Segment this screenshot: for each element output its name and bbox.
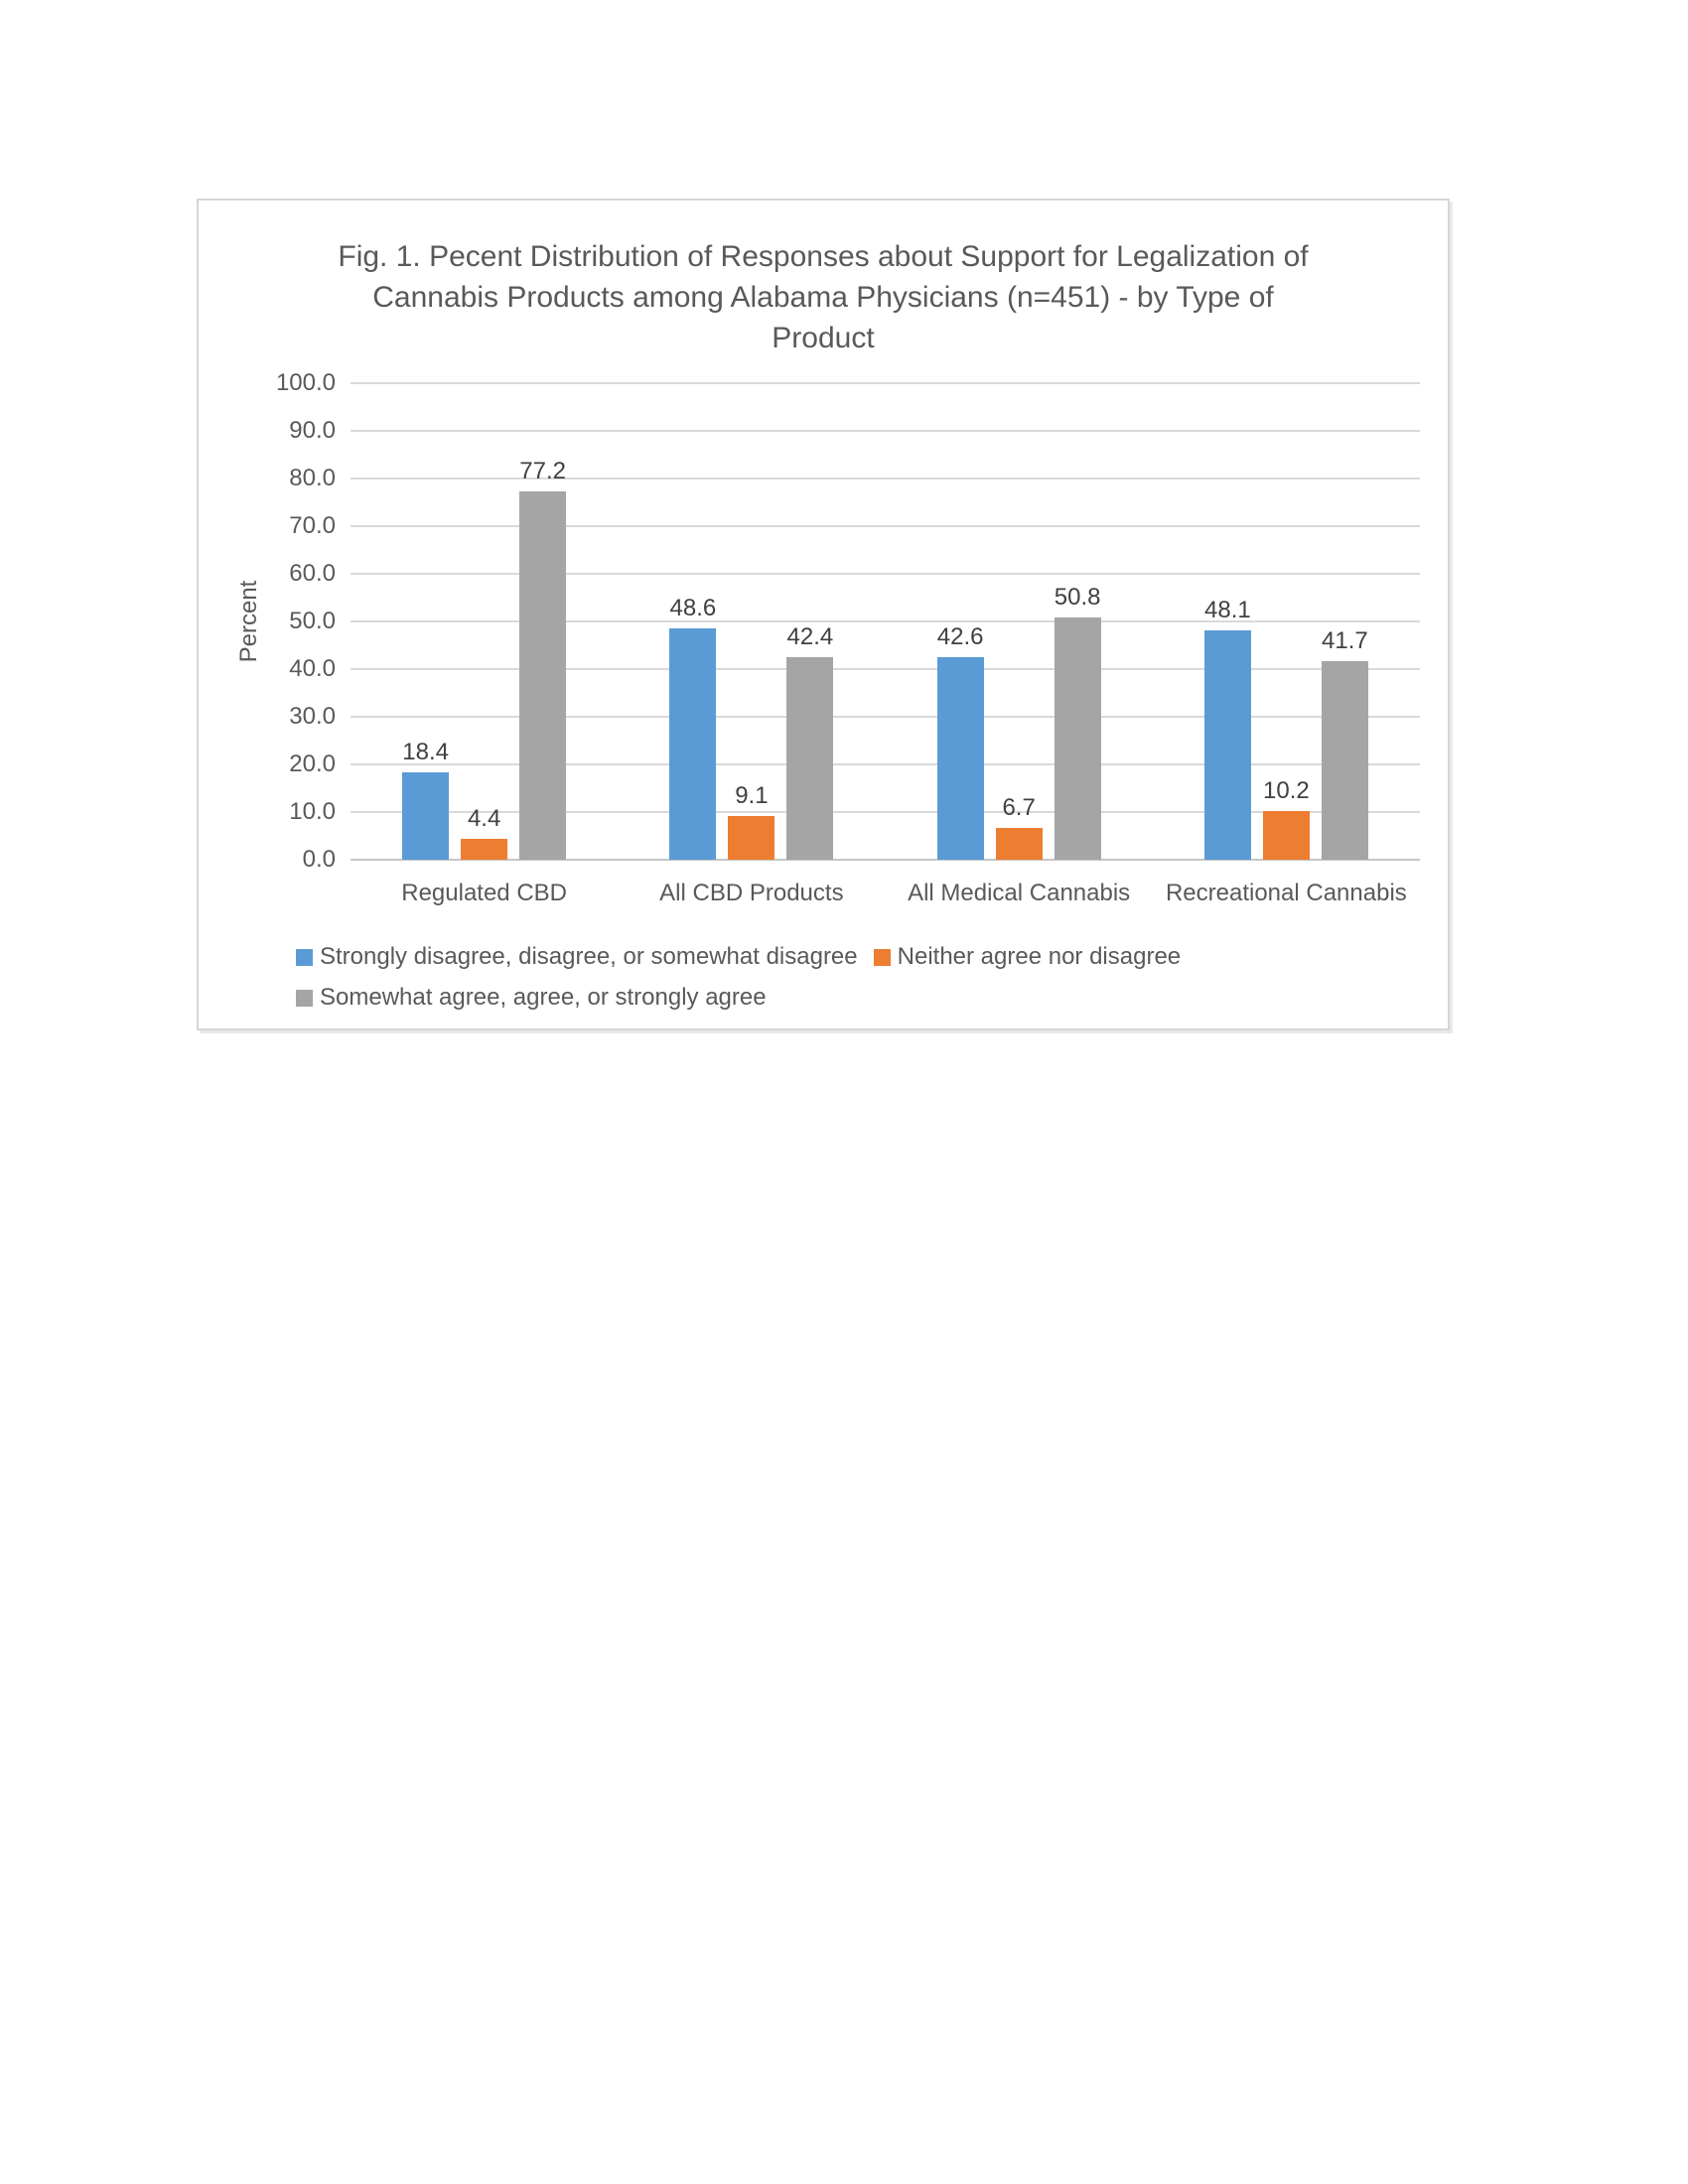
- bar: [996, 828, 1043, 860]
- bar-value-label: 10.2: [1263, 777, 1310, 805]
- gridline: [351, 573, 1420, 575]
- plot-area: [235, 369, 1420, 906]
- bar-value-label: 6.7: [1002, 793, 1036, 821]
- y-tick-label: 90.0: [289, 417, 336, 444]
- y-tick-label: 40.0: [289, 655, 336, 682]
- gridline: [351, 716, 1420, 718]
- bar: [937, 657, 984, 860]
- bar-value-label: 41.7: [1322, 626, 1368, 654]
- bar-value-label: 48.6: [669, 594, 717, 621]
- bar-value-label: 50.8: [1054, 584, 1101, 612]
- figure-title-line-2: Cannabis Products among Alabama Physicians (n=451) - by Type of: [372, 281, 1274, 315]
- bar-value-label: 42.6: [936, 622, 984, 650]
- y-axis-title: Percent: [235, 580, 262, 663]
- legend-row: [296, 943, 1196, 971]
- y-tick-label: 30.0: [289, 703, 336, 730]
- legend-label: Somewhat agree, agree, or strongly agree: [320, 984, 767, 1011]
- bar: [1055, 617, 1101, 860]
- legend-item: [874, 943, 1182, 971]
- y-tick-label: 80.0: [289, 465, 336, 491]
- y-tick-label: 20.0: [289, 751, 336, 777]
- x-category-label: All Medical Cannabis: [908, 880, 1131, 906]
- x-category-label: Regulated CBD: [401, 880, 567, 906]
- figure-title: [199, 236, 1448, 358]
- legend-label: Neither agree nor disagree: [897, 943, 1182, 970]
- legend-item: [296, 943, 858, 971]
- bar-value-label: 9.1: [735, 782, 769, 810]
- bar-value-label: 77.2: [519, 458, 566, 485]
- gridline: [351, 430, 1420, 432]
- y-tick-label: 0.0: [302, 846, 336, 873]
- legend-swatch: [296, 990, 313, 1007]
- figure-title-line-1: Fig. 1. Pecent Distribution of Responses about Support for Legalization of: [338, 240, 1309, 273]
- chart-container: [197, 199, 1450, 1030]
- y-tick-label: 70.0: [289, 512, 336, 539]
- bar: [1204, 630, 1251, 860]
- bar: [1263, 811, 1310, 860]
- y-tick-label: 100.0: [275, 369, 336, 396]
- x-axis-line: [351, 859, 1420, 861]
- legend-item: [296, 984, 767, 1012]
- legend-label: Strongly disagree, disagree, or somewhat disagree: [320, 943, 858, 970]
- legend: [296, 943, 1196, 1024]
- bar-value-label: 4.4: [467, 804, 501, 832]
- bar: [461, 839, 507, 860]
- y-tick-label: 60.0: [289, 560, 336, 587]
- y-tick-label: 50.0: [289, 608, 336, 634]
- legend-swatch: [296, 949, 313, 966]
- gridline: [351, 763, 1420, 765]
- figure-title-line-3: Product: [772, 322, 875, 355]
- gridline: [351, 525, 1420, 527]
- gridline: [351, 668, 1420, 670]
- y-tick-label: 10.0: [289, 798, 336, 825]
- bar-value-label: 18.4: [402, 738, 449, 765]
- gridline: [351, 382, 1420, 384]
- bar: [669, 628, 716, 860]
- x-category-label: All CBD Products: [659, 880, 844, 906]
- bar-value-label: 48.1: [1204, 597, 1251, 624]
- bar-value-label: 42.4: [786, 623, 834, 651]
- bar: [786, 657, 833, 860]
- bar: [519, 491, 566, 860]
- x-category-label: Recreational Cannabis: [1165, 880, 1407, 906]
- legend-swatch: [874, 949, 891, 966]
- legend-row: [296, 984, 1196, 1012]
- bar: [1322, 661, 1368, 860]
- bar: [728, 816, 774, 860]
